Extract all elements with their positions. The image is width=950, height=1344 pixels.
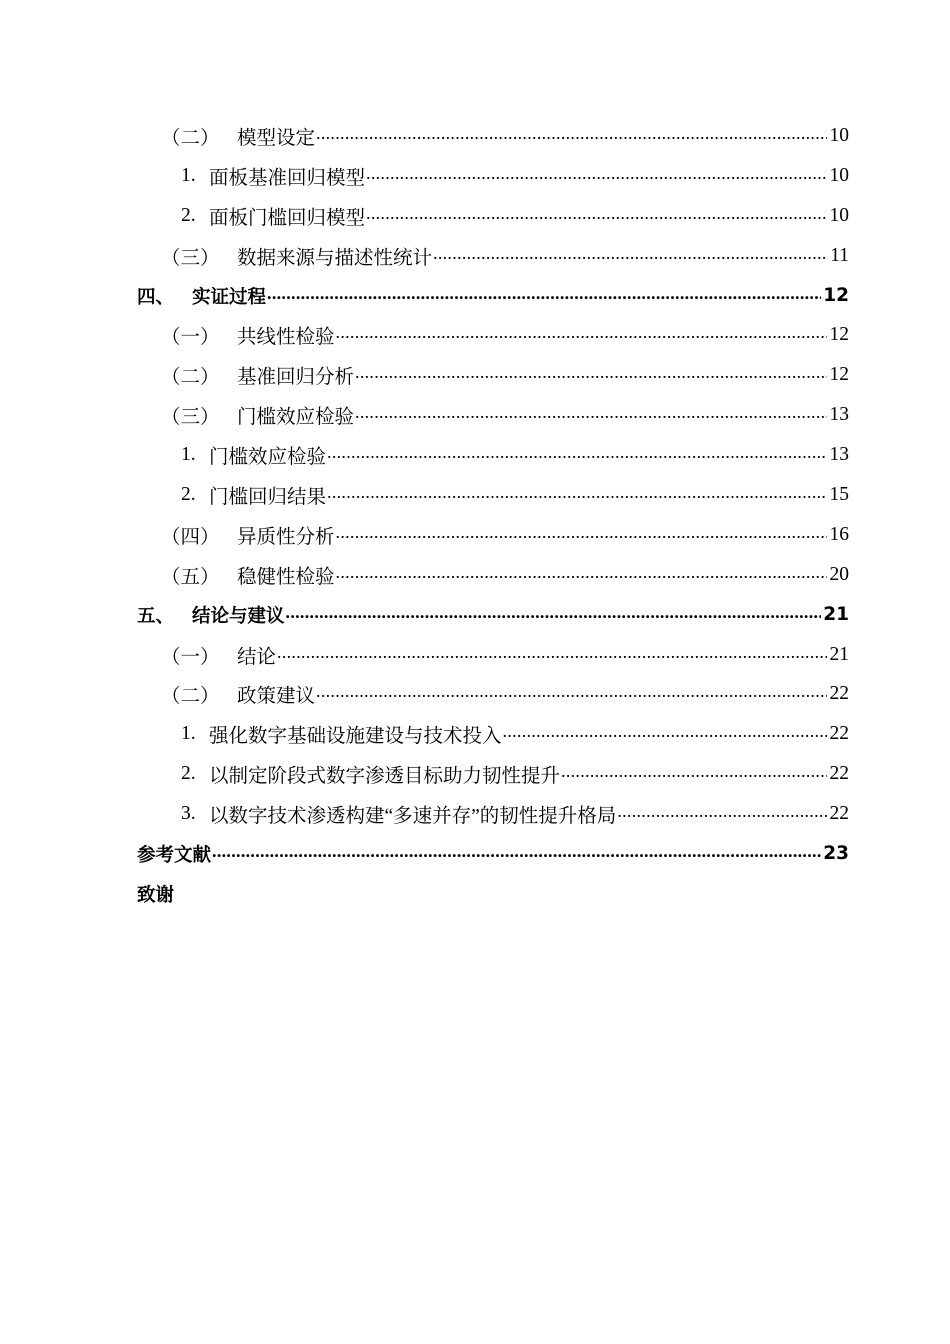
toc-entry-title: 政策建议 ..... bbox=[237, 680, 827, 708]
toc-entry[interactable] bbox=[0, 674, 950, 714]
dot-leader bbox=[366, 206, 827, 226]
dot-leader bbox=[503, 724, 827, 744]
toc-entry-page: 22 bbox=[829, 723, 849, 745]
toc-entry-page: 22 bbox=[829, 683, 849, 705]
toc-entry-number: （二） bbox=[161, 127, 220, 149]
dot-leader bbox=[327, 485, 827, 505]
toc-entry[interactable] bbox=[0, 635, 950, 675]
toc-entry-number: 2. bbox=[181, 204, 196, 226]
toc-entry-page: 22 bbox=[829, 763, 849, 785]
dot-leader bbox=[336, 565, 827, 585]
dot-leader bbox=[366, 166, 827, 186]
dot-leader bbox=[336, 325, 827, 345]
toc-entry-number: （三） bbox=[161, 247, 220, 269]
toc-entry-title: 异质性分析 ..... bbox=[237, 521, 827, 549]
toc-entry-page: 13 bbox=[829, 404, 849, 426]
toc-entry-page: 23 bbox=[823, 843, 849, 865]
toc-entry-page: 12 bbox=[823, 285, 849, 306]
toc-entry-number: （三） bbox=[161, 407, 220, 429]
toc-chapter-entry[interactable] bbox=[0, 595, 950, 635]
toc-entry-page: 10 bbox=[829, 124, 849, 146]
toc-entry-page: 16 bbox=[829, 523, 849, 545]
toc-entry-title: 门槛效应检验 ..... bbox=[237, 401, 827, 429]
table-of-contents bbox=[0, 116, 950, 914]
toc-entry[interactable] bbox=[0, 555, 950, 595]
toc-entry-number: 五、 bbox=[137, 605, 175, 627]
toc-entry-number: （二） bbox=[161, 367, 220, 389]
toc-entry-page: 21 bbox=[829, 643, 849, 665]
toc-acknowledgements-entry[interactable] bbox=[0, 874, 950, 914]
toc-entry-number: （四） bbox=[161, 526, 220, 548]
toc-entry[interactable] bbox=[0, 355, 950, 395]
toc-entry-number: 2. bbox=[181, 483, 196, 505]
toc-entry[interactable] bbox=[0, 475, 950, 515]
toc-entry-number: 四、 bbox=[137, 286, 175, 308]
toc-entry-number: （二） bbox=[161, 686, 220, 708]
dot-leader bbox=[212, 844, 821, 864]
toc-entry-number: （一） bbox=[161, 327, 220, 349]
toc-entry-number: （五） bbox=[161, 566, 220, 588]
dot-leader bbox=[433, 246, 828, 266]
toc-entry-title: 门槛效应检验 ..... bbox=[209, 441, 827, 469]
dot-leader bbox=[327, 445, 827, 465]
toc-entry-title: 面板门槛回归模型 ..... bbox=[209, 202, 827, 230]
toc-entry[interactable] bbox=[0, 515, 950, 555]
toc-entry[interactable] bbox=[0, 714, 950, 754]
toc-entry-title: 模型设定 ..... bbox=[237, 122, 827, 150]
toc-entry-page: 11 bbox=[830, 244, 849, 266]
toc-entry-number: 2. bbox=[181, 763, 196, 785]
toc-entry[interactable] bbox=[0, 435, 950, 475]
toc-entry-page: 21 bbox=[823, 604, 849, 626]
dot-leader bbox=[267, 286, 821, 306]
toc-entry-page: 13 bbox=[829, 444, 849, 466]
toc-references-entry[interactable] bbox=[0, 834, 950, 874]
toc-entry-number: 1. bbox=[181, 723, 196, 745]
toc-entry[interactable] bbox=[0, 156, 950, 196]
toc-entry[interactable] bbox=[0, 196, 950, 236]
toc-entry[interactable] bbox=[0, 794, 950, 834]
toc-entry-title: 以制定阶段式数字渗透目标助力韧性提升 ..... bbox=[209, 760, 827, 788]
toc-entry-page: 10 bbox=[829, 204, 849, 226]
dot-leader bbox=[286, 605, 821, 625]
toc-entry-title: 致谢 bbox=[137, 884, 175, 906]
toc-entry[interactable] bbox=[0, 236, 950, 276]
toc-entry-number: （一） bbox=[161, 646, 220, 668]
toc-entry-number: 3. bbox=[181, 803, 196, 825]
toc-entry-page: 12 bbox=[829, 364, 849, 386]
toc-entry-title: 结论 ..... bbox=[237, 641, 827, 669]
toc-entry[interactable] bbox=[0, 395, 950, 435]
toc-entry[interactable] bbox=[0, 116, 950, 156]
toc-entry-title: 门槛回归结果 ..... bbox=[209, 481, 827, 509]
toc-entry-page: 10 bbox=[829, 164, 849, 186]
dot-leader bbox=[336, 525, 827, 545]
dot-leader bbox=[355, 405, 827, 425]
toc-entry[interactable] bbox=[0, 754, 950, 794]
dot-leader bbox=[316, 684, 827, 704]
toc-entry-number: 1. bbox=[181, 164, 196, 186]
toc-entry-title: 以数字技术渗透构建“多速并存”的韧性提升格局 ..... bbox=[209, 800, 827, 828]
toc-entry[interactable] bbox=[0, 315, 950, 355]
toc-entry-page: 12 bbox=[829, 324, 849, 346]
dot-leader bbox=[277, 645, 827, 665]
dot-leader bbox=[355, 365, 827, 385]
toc-entry-title: 强化数字基础设施建设与技术投入 ..... bbox=[209, 720, 827, 748]
toc-entry-title: 基准回归分析 ..... bbox=[237, 361, 827, 389]
toc-entry-number: 1. bbox=[181, 444, 196, 466]
toc-entry-title: 实证过程 ..... bbox=[192, 283, 821, 309]
dot-leader bbox=[617, 804, 827, 824]
toc-entry-title: 面板基准回归模型 ..... bbox=[209, 162, 827, 190]
toc-entry-title: 稳健性检验 ..... bbox=[237, 561, 827, 589]
toc-entry-title: 数据来源与描述性统计 ..... bbox=[237, 242, 828, 270]
toc-entry-title: 参考文献 ..... bbox=[137, 841, 821, 867]
toc-entry-page: 20 bbox=[829, 563, 849, 585]
toc-entry-title: 结论与建议 ..... bbox=[192, 602, 821, 628]
toc-entry-title: 共线性检验 ..... bbox=[237, 321, 827, 349]
toc-entry-page: 15 bbox=[829, 483, 849, 505]
toc-chapter-entry[interactable] bbox=[0, 276, 950, 316]
dot-leader bbox=[316, 126, 827, 146]
toc-entry-page: 22 bbox=[829, 803, 849, 825]
dot-leader bbox=[561, 764, 827, 784]
